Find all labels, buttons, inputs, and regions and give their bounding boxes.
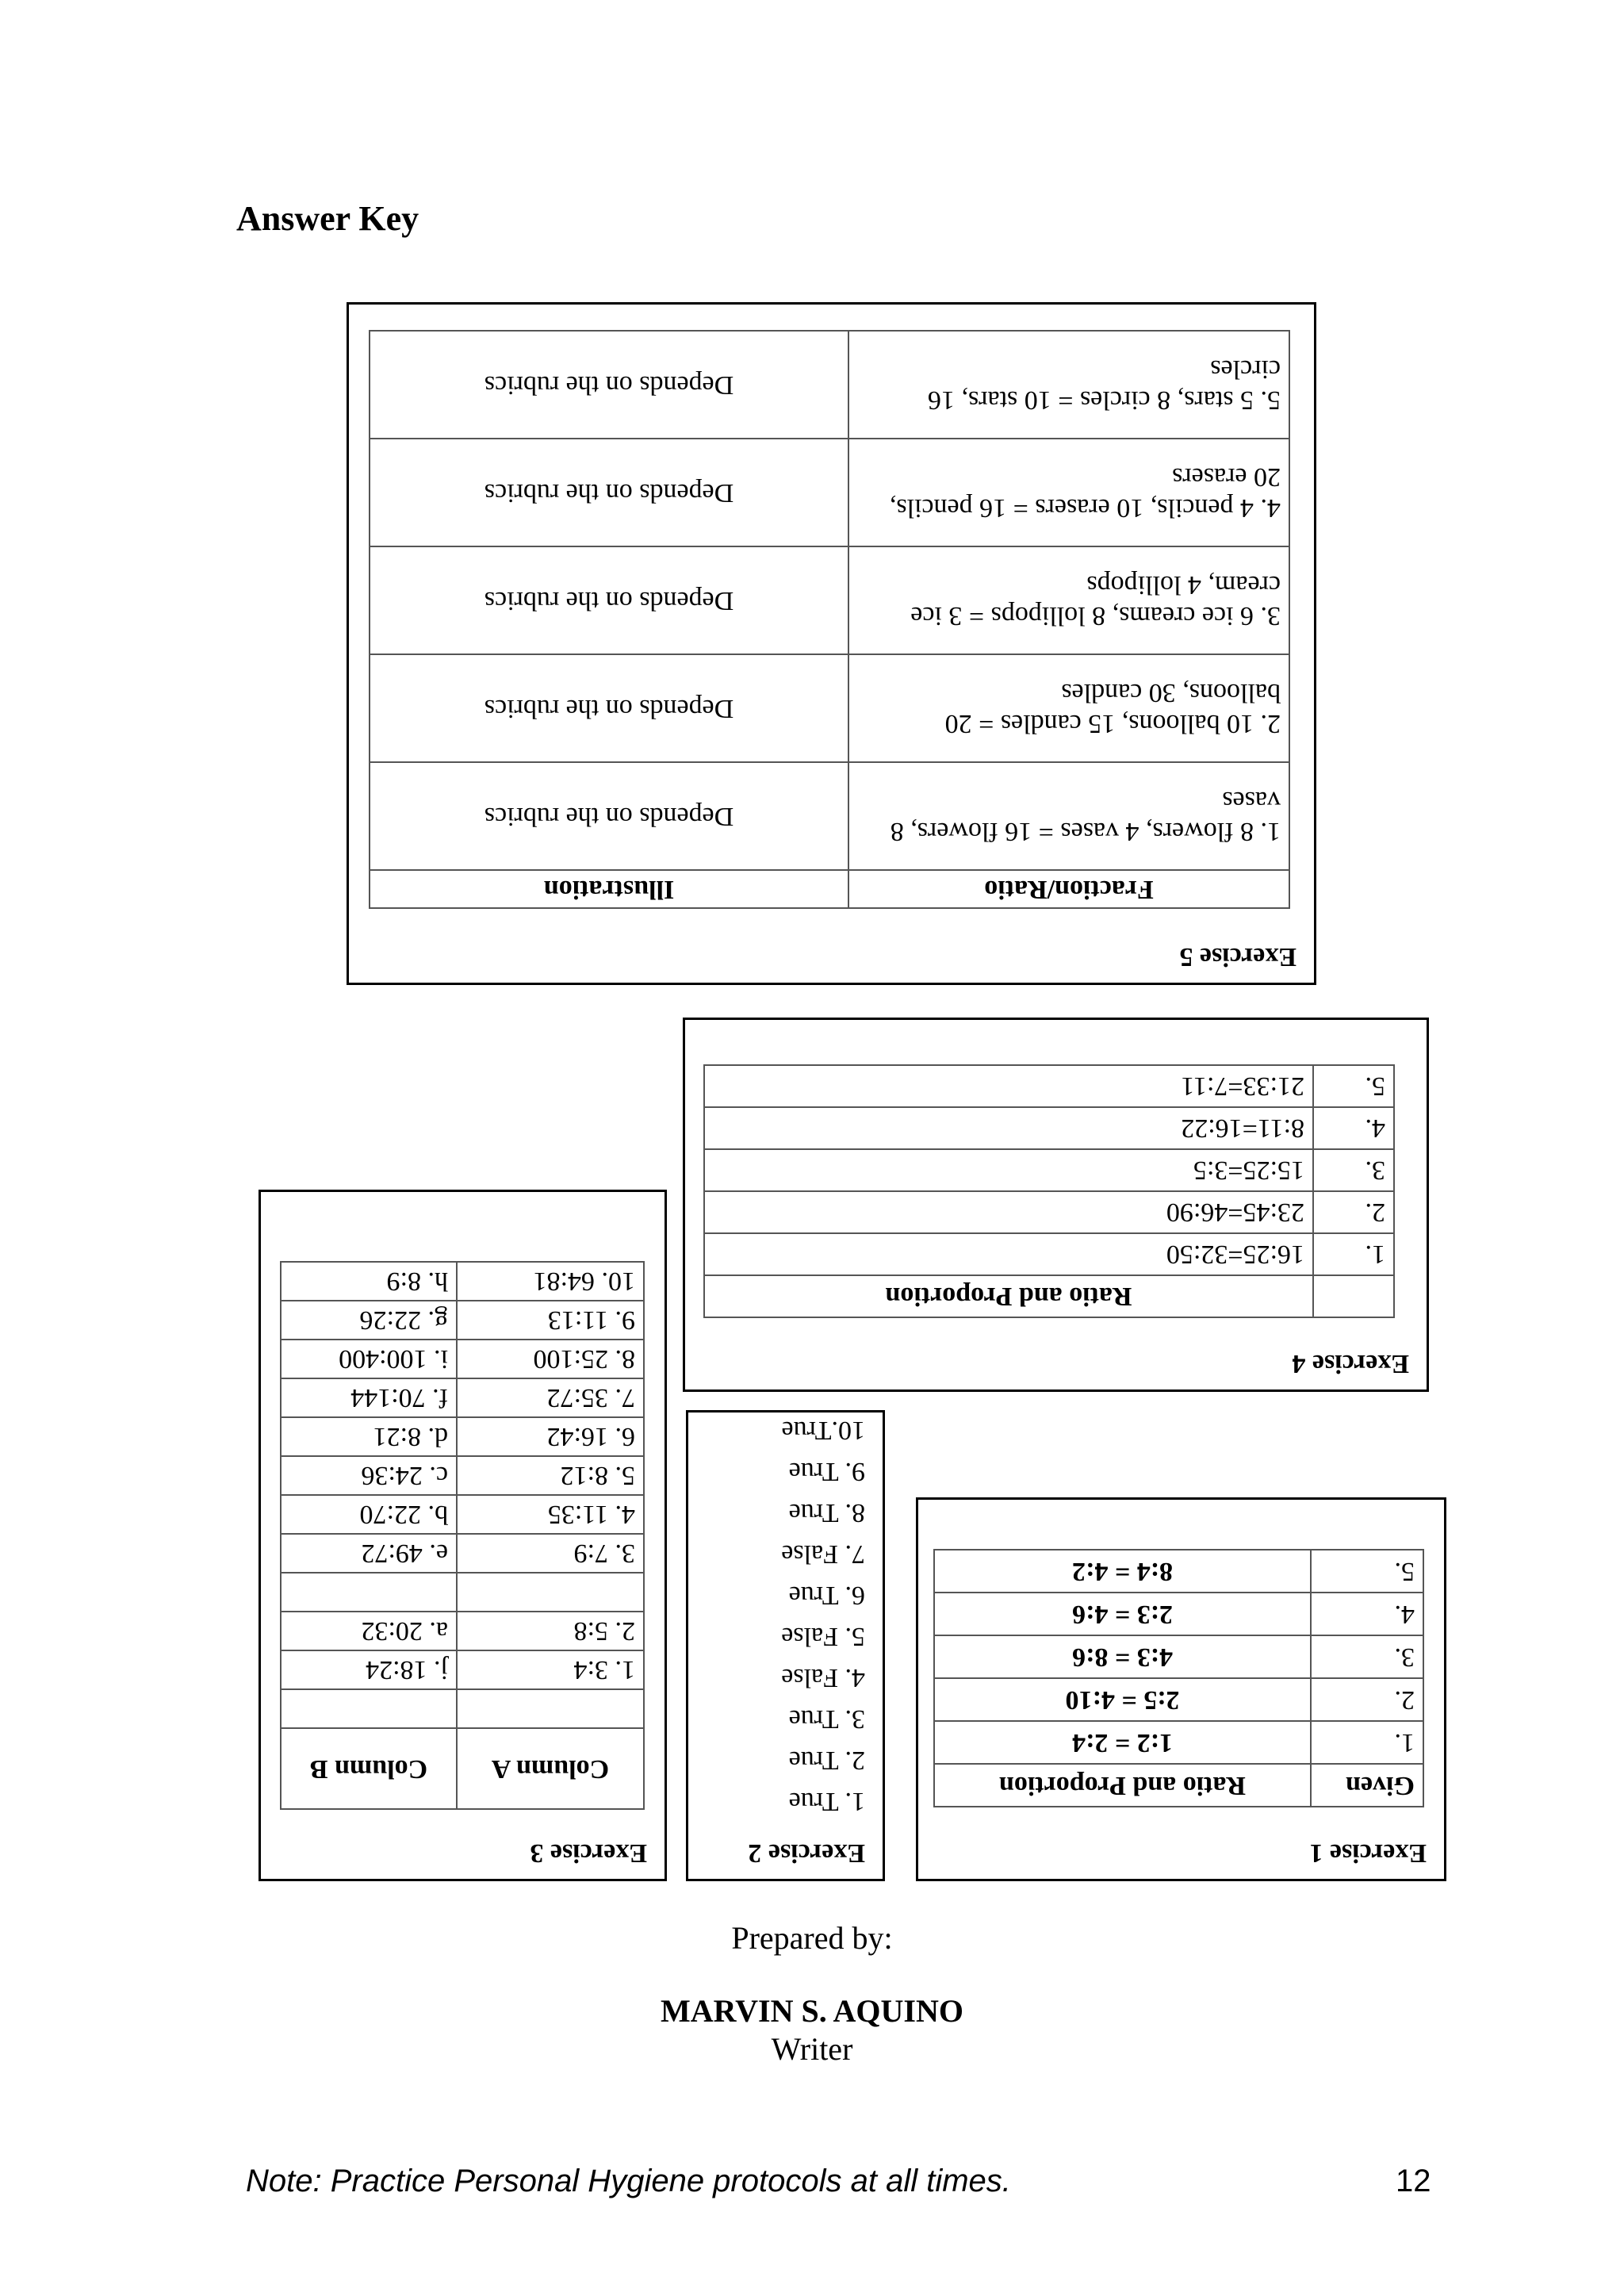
- table-row: [704, 1107, 1394, 1149]
- exercise-4-table: [703, 1064, 1395, 1318]
- exercise-2-list: [781, 1409, 865, 1822]
- illustration-cell: Depends on the rubrics: [370, 762, 848, 870]
- column-a-cell: 3. 7:9: [457, 1534, 644, 1573]
- exercise-4-box: [683, 1018, 1429, 1392]
- exercise-2-box: [686, 1410, 885, 1881]
- exercise-2-title: Exercise 2: [748, 1838, 865, 1868]
- number-header: [1313, 1275, 1394, 1317]
- column-header-column-b: Column B: [281, 1728, 457, 1809]
- item-number: 2.: [1311, 1678, 1423, 1721]
- illustration-cell: Depends on the rubrics: [370, 654, 848, 762]
- answer-cell: 8:11=16:22: [704, 1107, 1313, 1149]
- column-a-cell: [457, 1689, 644, 1728]
- answer-cell: 23:45=46:90: [704, 1191, 1313, 1233]
- exercise-3-title: Exercise 3: [530, 1838, 647, 1868]
- column-header-column-a: Column A: [457, 1728, 644, 1809]
- column-b-cell: f. 70:144: [281, 1378, 457, 1417]
- table-row: [934, 1678, 1423, 1721]
- exercise-3-box: [259, 1190, 667, 1881]
- column-a-cell: 6. 16:42: [457, 1417, 644, 1456]
- exercise-1-table: [933, 1549, 1424, 1807]
- table-row: [370, 546, 1289, 654]
- column-header-fraction-ratio: Fraction/Ratio: [848, 870, 1289, 908]
- ratio-cell: 2. 10 balloons, 15 candles = 20 balloons, 30 candles: [848, 654, 1289, 762]
- table-row: [934, 1593, 1423, 1635]
- column-a-cell: 4. 11:35: [457, 1495, 644, 1534]
- column-b-cell: b. 22:70: [281, 1495, 457, 1534]
- column-a-cell: 5. 8:12: [457, 1456, 644, 1495]
- ratio-cell: 4. 4 pencils, 10 erasers = 16 pencils, 20 erasers: [848, 439, 1289, 546]
- table-row: [281, 1689, 644, 1728]
- table-row: [704, 1149, 1394, 1191]
- answer-cell: 4:3 = 8:6: [934, 1635, 1311, 1678]
- table-row: [281, 1650, 644, 1689]
- column-b-cell: g. 22:26: [281, 1301, 457, 1340]
- table-header-row: [704, 1275, 1394, 1317]
- column-a-cell: 2. 5:8: [457, 1612, 644, 1650]
- item-number: 1.: [1311, 1721, 1423, 1764]
- illustration-cell: Depends on the rubrics: [370, 439, 848, 546]
- table-row: [370, 439, 1289, 546]
- table-row: [704, 1191, 1394, 1233]
- list-item: 8. True: [788, 1498, 865, 1527]
- column-b-cell: [281, 1573, 457, 1612]
- column-b-cell: h. 8:9: [281, 1262, 457, 1301]
- table-row: [370, 762, 1289, 870]
- list-item: 7. False: [781, 1539, 865, 1569]
- answer-cell: 15:25=3:5: [704, 1149, 1313, 1191]
- column-header-ratio-proportion: Ratio and Proportion: [704, 1275, 1313, 1317]
- ratio-cell: 5. 5 stars, 8 circles = 10 stars, 16 circles: [848, 331, 1289, 439]
- table-row: [281, 1573, 644, 1612]
- list-item: 1. True: [788, 1787, 865, 1816]
- column-b-cell: d. 8:21: [281, 1417, 457, 1456]
- table-row: [281, 1612, 644, 1650]
- prepared-by-label: Prepared by:: [731, 1920, 893, 1956]
- column-header-given: Given: [1311, 1764, 1423, 1807]
- exercise-1-title: Exercise 1: [1309, 1838, 1427, 1868]
- item-number: 3.: [1311, 1635, 1423, 1678]
- exercise-5-box: [347, 302, 1316, 985]
- table-row: [281, 1534, 644, 1573]
- table-row: [370, 331, 1289, 439]
- item-number: 3.: [1313, 1149, 1394, 1191]
- column-b-cell: c. 24:36: [281, 1456, 457, 1495]
- ratio-cell: 3. 6 ice creams, 8 lollipops = 3 ice cream, 4 lollipops: [848, 546, 1289, 654]
- table-row: [934, 1550, 1423, 1593]
- answer-cell: 1:2 = 2:4: [934, 1721, 1311, 1764]
- column-a-cell: 7. 35:72: [457, 1378, 644, 1417]
- writer-name: MARVIN S. AQUINO: [661, 1993, 963, 2029]
- item-number: 2.: [1313, 1191, 1394, 1233]
- column-b-cell: i. 100:400: [281, 1340, 457, 1378]
- page-title: Answer Key: [236, 199, 419, 238]
- list-item: 6. True: [788, 1581, 865, 1610]
- table-header-row: [281, 1728, 644, 1809]
- illustration-cell: Depends on the rubrics: [370, 546, 848, 654]
- list-item: 9. True: [788, 1457, 865, 1486]
- table-row: [281, 1301, 644, 1340]
- column-header-ratio-proportion: Ratio and Proportion: [934, 1764, 1311, 1807]
- exercise-5-title: Exercise 5: [1179, 942, 1297, 972]
- answer-cell: 16:25=32:50: [704, 1233, 1313, 1275]
- column-b-cell: e. 49:72: [281, 1534, 457, 1573]
- exercise-1-box: [916, 1497, 1446, 1881]
- list-item: 10.True: [781, 1416, 865, 1445]
- table-row: [281, 1456, 644, 1495]
- item-number: 4.: [1313, 1107, 1394, 1149]
- item-number: 4.: [1311, 1593, 1423, 1635]
- answer-cell: 21:33=7:11: [704, 1065, 1313, 1107]
- item-number: 5.: [1313, 1065, 1394, 1107]
- column-b-cell: j. 18:24: [281, 1650, 457, 1689]
- column-a-cell: [457, 1573, 644, 1612]
- column-b-cell: a. 20:32: [281, 1612, 457, 1650]
- column-a-cell: 8. 25:100: [457, 1340, 644, 1378]
- table-row: [370, 654, 1289, 762]
- illustration-cell: Depends on the rubrics: [370, 331, 848, 439]
- table-row: [281, 1417, 644, 1456]
- footer-note: Note: Practice Personal Hygiene protocols at all times.: [246, 2164, 1011, 2198]
- exercise-3-table: [280, 1261, 645, 1810]
- ratio-cell: 1. 8 flowers, 4 vases = 16 flowers, 8 vases: [848, 762, 1289, 870]
- table-row: [704, 1065, 1394, 1107]
- item-number: 5.: [1311, 1550, 1423, 1593]
- page-number: 12: [1396, 2164, 1431, 2198]
- exercise-5-table: [369, 330, 1290, 909]
- table-row: [934, 1721, 1423, 1764]
- column-header-illustration: Illustration: [370, 870, 848, 908]
- table-header-row: [934, 1764, 1423, 1807]
- list-item: 5. False: [781, 1622, 865, 1651]
- table-row: [704, 1233, 1394, 1275]
- column-b-cell: [281, 1689, 457, 1728]
- column-a-cell: 10. 64:81: [457, 1262, 644, 1301]
- table-row: [281, 1495, 644, 1534]
- list-item: 3. True: [788, 1704, 865, 1734]
- answer-cell: 2:5 = 4:10: [934, 1678, 1311, 1721]
- item-number: 1.: [1313, 1233, 1394, 1275]
- answer-cell: 2:3 = 4:6: [934, 1593, 1311, 1635]
- answer-cell: 8:4 = 4:2: [934, 1550, 1311, 1593]
- table-row: [281, 1378, 644, 1417]
- list-item: 2. True: [788, 1746, 865, 1775]
- table-row: [281, 1262, 644, 1301]
- writer-role: Writer: [771, 2031, 853, 2067]
- table-row: [281, 1340, 644, 1378]
- column-a-cell: 1. 3:4: [457, 1650, 644, 1689]
- table-header-row: [370, 870, 1289, 908]
- table-row: [934, 1635, 1423, 1678]
- column-a-cell: 9. 11:13: [457, 1301, 644, 1340]
- exercise-4-title: Exercise 4: [1292, 1349, 1409, 1378]
- list-item: 4. False: [781, 1663, 865, 1692]
